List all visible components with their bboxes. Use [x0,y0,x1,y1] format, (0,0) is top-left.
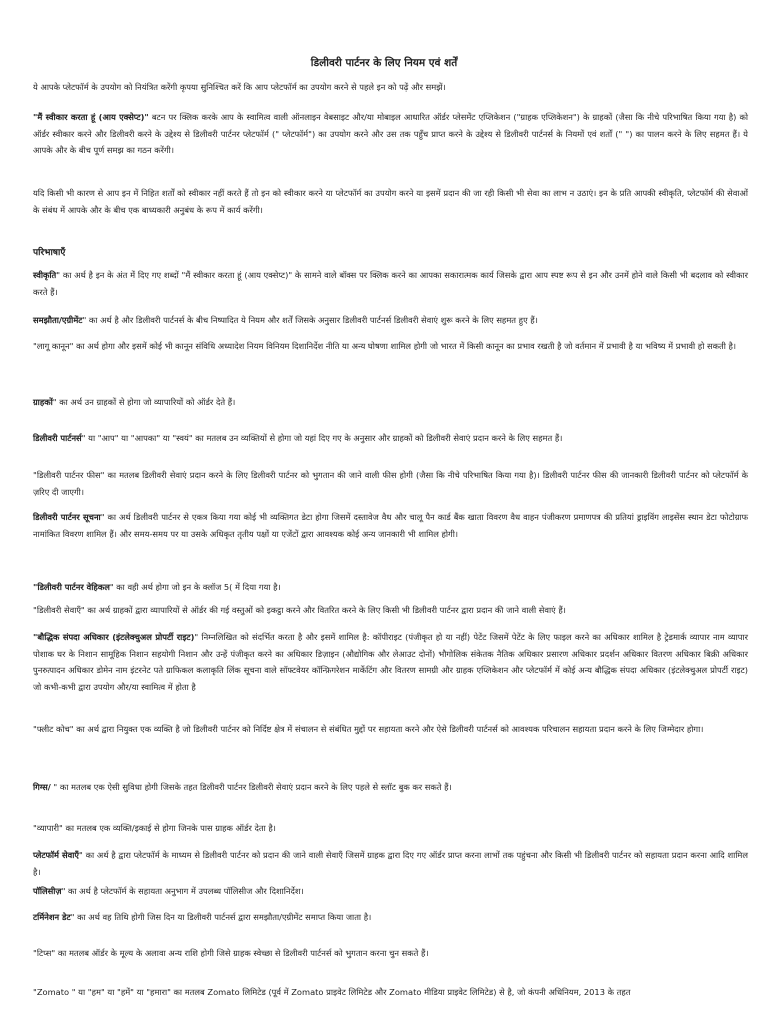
definition-term: "डिलीवरी पार्टनर वेहिकल [33,582,110,592]
definition-text: " का अर्थ है और डिलीवरी पार्टनर्स के बीच निष्पादित ये नियम और शर्तें जिसके अनुसार डिलीवरी पार्टनर्स डिलीवरी सेवाएं शुरू करने के लिए सहमत हुए हैं। [82,315,538,325]
definition-text: " का वही अर्थ होगा जो इन के क्लॉज 5( में दिया गया है। [109,582,281,592]
definition-text: " या "आप" या "आपका" या "स्वयं" का मतलब उन व्यक्तियों से होगा जो यहां दिए गए के अनुसार और ग्राहकों को डिलीवरी सेवाएं प्रदान करने के लिए सहमत हैं। [81,433,563,443]
paragraph-text: ये आपके प्लेटफॉर्म के उपयोग को नियंत्रित करेंगी कृपया सुनिश्चित करें कि आप प्लेटफॉर्म का उपयोग करने से पहले इन को पढ़ें और समझें। [33,82,446,92]
definition-merchant [33,820,748,837]
definition-term: "बौद्धिक संपदा अधिकार (इंटलेक्चुअल प्रोपर्टी राइट) [33,632,195,642]
rejection-paragraph [33,185,748,218]
definition-text: " का अर्थ है इन के अंत में दिए गए शब्दों "मैं स्वीकार करता हूं (आय एक्सेप्ट)" के सामने वाले बॉक्स पर क्लिक करने का आपका सकारात्मक कार्य जिसके द्वारा आप स्पष्ट रूप से इन और उनमें होने वाले किसी भी बदलाव को स्वीकार करते हैं। [33,270,748,297]
paragraph-text: यदि किसी भी कारण से आप इन में निहित शर्तों को स्वीकार नहीं करते हैं तो इन को स्वीकार करने या प्लेटफॉर्म का उपयोग करने या इसमें प्रदान की जा रही किसी भी सेवा का लाभ न उठाएं। इन के प्रति आपकी स्वीकृति, प्लेटफॉर्म की सेवाओं के संबंध में आपके और के बीच एक बाध्यकारी अनुबंध के रूप में कार्य करेंगी। [33,188,748,215]
definition-term: समझौता/एग्रीमेंट [33,315,83,325]
definition-text: " का मतलब एक ऐसी सुविधा होगी जिसके तहत डिलीवरी पार्टनर डिलीवरी सेवाएं प्रदान करने के लिए पहले से स्लॉट बुक कर सकते हैं। [50,782,452,792]
definition-term: स्वीकृति [33,270,57,280]
definition-text: "व्यापारी" का मतलब एक व्यक्ति/इकाई से होगा जिनके पास ग्राहक ऑर्डर देता है। [33,823,276,833]
definition-tips [33,945,748,962]
paragraph-lead: "मैं स्वीकार करता हूं (आय एक्सेप्ट)" [33,112,149,122]
definition-agreement [33,312,748,329]
definition-applicable-law [33,338,748,355]
definition-fleet-coach [33,721,748,738]
definition-text: " निम्नलिखित को संदर्भित करता है और इसमें शामिल है: कॉपीराइट (पंजीकृत हो या नहीं) पेटेंट जिसमें पेटेंट के लिए फाइल करने का अधिकार शामिल है ट्रेडमार्क व्यापार नाम व्यापार पोशाक घर के निशान सामूहिक निशान सहयोगी निशान और उन्हें पंजीकृत करने का अधिकार डिज़ाइन (औद्योगिक और लेआउट दोनों) भौगोलिक संकेतक नैतिक अधिकार प्रसारण अधिकार प्रदर्शन अधिकार वितरण अधिकार बिक्री अधिकार पुनरुत्पादन अधिकार डोमेन नाम इंटरनेट पते ग्राफिकल कलाकृति लिंक सूचना वाले सॉफ्टवेयर कॉन्फ़िगरेशन मार्केटिंग और वितरण सामग्री और ग्राहक एप्लिकेशन और प्लेटफॉर्म में कोई अन्य बौद्धिक संपदा अधिकार (इंटलेक्चुअल प्रोपर्टी राइट) जो कभी-कभी द्वारा उपयोग और/या स्वामित्व में होता है [33,632,748,692]
definition-text: "डिलीवरी पार्टनर फीस" का मतलब डिलीवरी सेवाएं प्रदान करने के लिए डिलीवरी पार्टनर को भुगतान की जाने वाली फीस होगी (जैसा कि नीचे परिभाषित किया गया है)। डिलीवरी पार्टनर फीस की जानकारी डिलीवरी पार्टनर को प्लेटफॉर्म के ज़रिए दी जाएगी। [33,470,748,497]
definition-partner-fee [33,467,748,500]
acceptance-paragraph [33,109,748,159]
definition-text: "फ्लीट कोच" का अर्थ द्वारा नियुक्त एक व्यक्ति है जो डिलीवरी पार्टनर को निर्दिष्ट क्षेत्र में संचालन से संबंधित मुद्दों पर सहायता करने और ऐसे डिलीवरी पार्टनर्स को आवश्यक परिचालन सहायता प्रदान करने के लिए जिम्मेदार होगा। [33,724,704,734]
definition-acceptance [33,267,748,300]
definition-text: " का अर्थ है प्लेटफॉर्म के सहायता अनुभाग में उपलब्ध पॉलिसीज और दिशानिर्देश। [61,886,304,896]
paragraph-text: बटन पर क्लिक करके आप के स्वामित्व वाली ऑनलाइन वेबसाइट और/या मोबाइल आधारित ऑर्डर प्लेसमेंट एप्लिकेशन ("ग्राहक एप्लिकेशन") के ग्राहकों (जैसा कि नीचे परिभाषित किया गया है) को ऑर्डर स्वीकार करने और डिलीवरी करने के उद्देश्य से डिलीवरी पार्टनर प्लेटफॉर्म (" प्लेटफॉर्म") का उपयोग करने और उस तक पहुँच प्राप्त करने के उद्देश्य से डिलीवरी पार्टनर्स के नियमों एवं शर्तों (" ") का पालन करने के लिए सहमत हैं। ये आपके और के बीच पूर्ण समझ का गठन करेंगी। [33,112,748,155]
definition-text: "टिप्स" का मतलब ऑर्डर के मूल्य के अलावा अन्य राशि होगी जिसे ग्राहक स्वेच्छा से डिलीवरी पार्टनर्स को भुगतान करना चुन सकते हैं। [33,948,429,958]
definition-term: डिलीवरी पार्टनर्स [33,433,82,443]
definition-term: गिग्स/ [33,782,51,792]
intro-paragraph [33,79,748,96]
definition-term: ग्राहकों [33,397,53,407]
definition-termination-date [33,909,748,926]
definition-text: " का अर्थ है द्वारा प्लेटफॉर्म के माध्यम से डिलीवरी पार्टनर को प्रदान की जाने वाली सेवाएँ जिसमें ग्राहक द्वारा दिए गए ऑर्डर प्राप्त करना लाभों तक पहुंचना और किसी भी डिलीवरी पार्टनर को सहायता प्रदान करना आदि शामिल है। [33,850,748,877]
definition-text: "Zomato " या "हम" या "हमें" या "हमारा" का मतलब Zomato लिमिटेड (पूर्व में Zomato प्राइवेट लिमिटेड और Zomato मीडिया प्राइवेट लिमिटेड) से है, जो कंपनी अधिनियम, 2013 के तहत [33,987,631,997]
definition-customers [33,394,748,411]
definition-term: डिलीवरी पार्टनर सूचना [33,512,101,522]
document-title: डिलीवरी पार्टनर के लिए नियम एवं शर्तें [310,57,458,69]
section-heading: परिभाषाएँ [33,248,66,258]
definition-text: " का अर्थ उन ग्राहकों से होगा जो व्यापारियों को ऑर्डर देते हैं। [52,397,236,407]
definition-platform-services [33,847,748,880]
definition-term: टर्मिनेशन डेट [33,912,71,922]
definition-text: "लागू कानून" का अर्थ होगा और इसमें कोई भी कानून संविधि अध्यादेश नियम विनियम दिशानिर्देश नीति या अन्य घोषणा शामिल होगी जो भारत में किसी कानून का प्रभाव रखती है जो वर्तमान में प्रभावी है या भविष्य में प्रभावी हो सकती है। [33,341,737,351]
definition-partner-vehicle [33,579,748,596]
definition-partner-information [33,509,748,542]
definition-text: " का अर्थ वह तिथि होगी जिस दिन या डिलीवरी पार्टनर्स द्वारा समझौता/एग्रीमेंट समाप्त किया जाता है। [70,912,372,922]
definition-ip-rights [33,629,748,695]
definition-gigs [33,779,748,796]
definition-text: "डिलीवरी सेवाएँ" का अर्थ ग्राहकों द्वारा व्यापारियों से ऑर्डर की गई वस्तुओं को इकट्ठा करने और वितरित करने के लिए किसी भी डिलीवरी पार्टनर द्वारा प्रदान की जाने वाली सेवाएं हैं। [33,605,566,615]
definition-term: पॉलिसीज़ [33,886,62,896]
definition-delivery-services [33,602,748,619]
definition-delivery-partners [33,430,748,447]
definition-zomato [33,984,748,1001]
definitions-heading [33,245,748,262]
definition-policies [33,883,748,900]
definition-term: प्लेटफॉर्म सेवाएँ [33,850,79,860]
definition-text: " का अर्थ डिलीवरी पार्टनर से एकत्र किया गया कोई भी व्यक्तिगत डेटा होगा जिसमें दस्तावेज वैध और चालू पैन कार्ड बैंक खाता विवरण वैध वाहन पंजीकरण प्रमाणपत्र की प्रतियां ड्राइविंग लाइसेंस स्थान डेटा फोटोग्राफ नामांकित विवरण शामिल हैं। और समय-समय पर या उसके अधिकृत तृतीय पक्षों या एजेंटों द्वारा आवश्यक कोई अन्य जानकारी भी शामिल होगी। [33,512,748,539]
